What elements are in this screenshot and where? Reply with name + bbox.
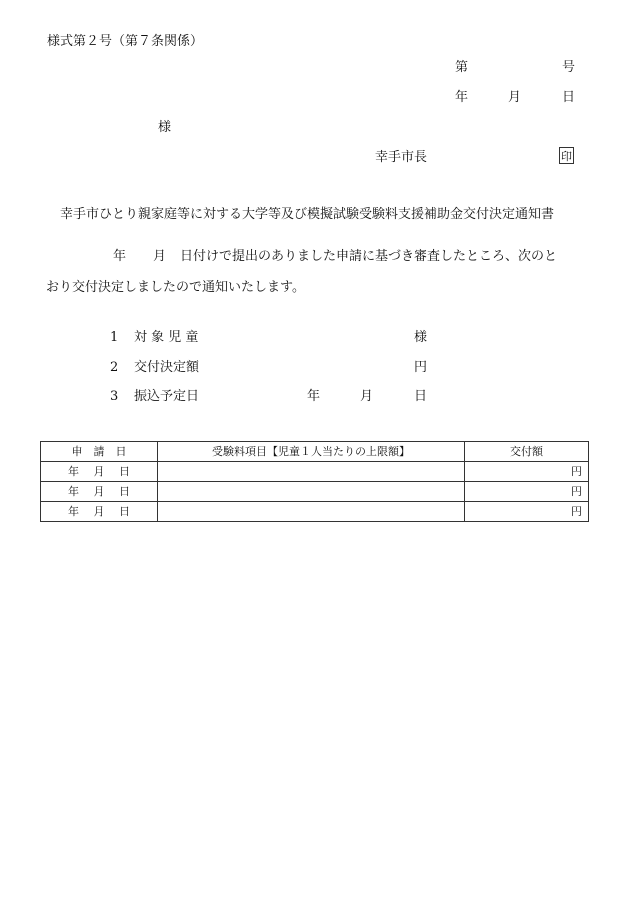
- seal-box: 印: [559, 147, 574, 164]
- body-date-month: 月: [153, 249, 167, 264]
- body-line-2: おり交付決定しましたので通知いたします。: [46, 280, 305, 295]
- row-amount: 円: [465, 462, 589, 482]
- item-1-number: 1: [110, 330, 119, 345]
- row-date: 年 月 日: [41, 482, 158, 502]
- item-2-suffix: 円: [414, 360, 428, 375]
- table-row: [41, 462, 589, 482]
- doc-number-dai: 第: [455, 60, 469, 75]
- item-3-day: 日: [414, 389, 428, 404]
- row-item: [158, 482, 465, 502]
- issue-date-year: 年: [455, 90, 469, 105]
- item-3-month: 月: [360, 389, 374, 404]
- issuer-name: 幸手市長: [375, 150, 428, 165]
- addressee-suffix: 様: [158, 120, 172, 135]
- header-application-date: 申 請 日: [41, 442, 158, 462]
- row-amount: 円: [465, 502, 589, 522]
- application-table: [40, 441, 589, 522]
- doc-number-go: 号: [562, 60, 576, 75]
- issue-date-day: 日: [562, 90, 576, 105]
- row-date: 年 月 日: [41, 502, 158, 522]
- document-title: 幸手市ひとり親家庭等に対する大学等及び模擬試験受験料支援補助金交付決定通知書: [60, 207, 555, 222]
- body-date-year: 年: [113, 249, 127, 264]
- item-1-label: 対 象 児 童: [134, 330, 199, 345]
- table-row: [41, 482, 589, 502]
- table-header-row: [41, 442, 589, 462]
- issue-date-month: 月: [508, 90, 522, 105]
- row-date: 年 月 日: [41, 462, 158, 482]
- item-2-label: 交付決定額: [134, 360, 200, 375]
- item-3-number: 3: [110, 389, 119, 404]
- item-1-suffix: 様: [414, 330, 428, 345]
- form-number: 様式第２号（第７条関係）: [47, 34, 204, 49]
- item-3-year: 年: [307, 389, 321, 404]
- item-3-label: 振込予定日: [134, 389, 200, 404]
- row-item: [158, 502, 465, 522]
- row-amount: 円: [465, 482, 589, 502]
- header-grant-amount: 交付額: [465, 442, 589, 462]
- table-row: [41, 502, 589, 522]
- body-line-1: 日付けで提出のありました申請に基づき審査したところ、次のと: [180, 249, 558, 264]
- header-exam-fee-item: 受験料項目【児童１人当たりの上限額】: [158, 442, 465, 462]
- item-2-number: 2: [110, 360, 119, 375]
- row-item: [158, 462, 465, 482]
